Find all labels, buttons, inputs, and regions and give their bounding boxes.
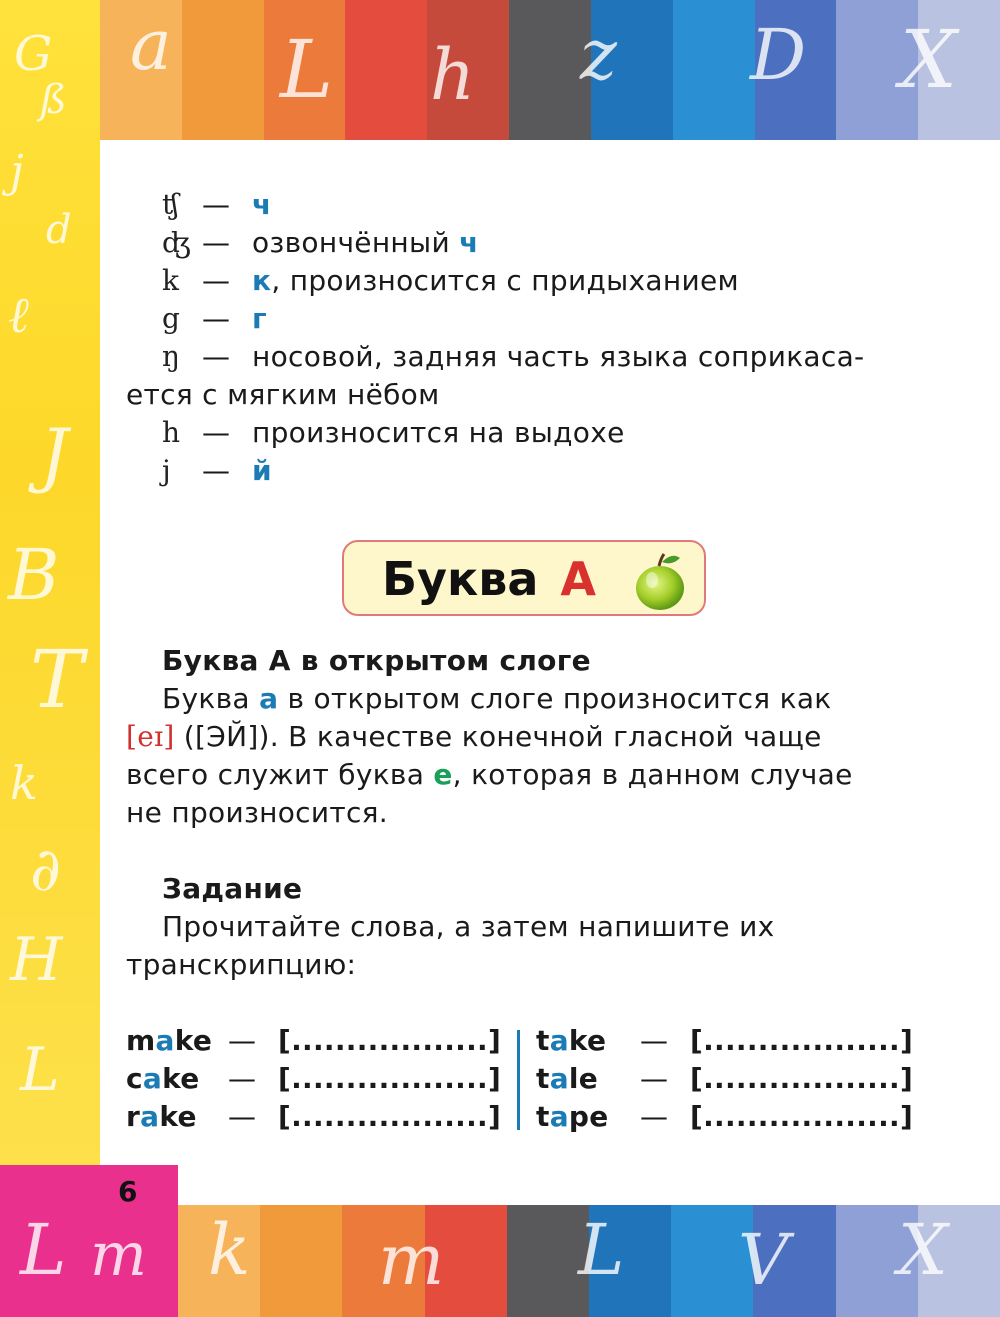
sound-description: ч bbox=[252, 188, 272, 221]
transcription-blank[interactable]: [..................] bbox=[690, 1062, 914, 1095]
heading-word: Буква bbox=[382, 552, 539, 606]
sound-description: произносится на выдохе bbox=[252, 416, 625, 449]
phonetic-symbol: h bbox=[162, 416, 181, 449]
section-heading bbox=[342, 540, 706, 616]
phonetic-symbol: ʤ bbox=[162, 226, 191, 259]
exercise-word: take bbox=[536, 1024, 607, 1057]
page-number: 6 bbox=[118, 1175, 138, 1208]
dash: — bbox=[202, 264, 231, 297]
apple-icon bbox=[628, 548, 692, 612]
section2-title: Задание bbox=[162, 872, 303, 905]
section1-line4: не произносится. bbox=[126, 796, 389, 829]
dash: — bbox=[202, 226, 231, 259]
dash: — bbox=[202, 302, 231, 335]
transcription-blank[interactable]: [..................] bbox=[278, 1062, 502, 1095]
phonetic-symbol: ŋ bbox=[162, 340, 181, 373]
phonetic-symbol: j bbox=[162, 454, 171, 487]
transcription-blank[interactable]: [..................] bbox=[690, 1024, 914, 1057]
sound-description: носовой, задняя часть языка соприкаса- bbox=[252, 340, 865, 373]
sound-description: озвончённый ч bbox=[252, 226, 479, 259]
sound-description: ется с мягким нёбом bbox=[126, 378, 440, 411]
sound-description: к, произносится с придыханием bbox=[252, 264, 739, 297]
exercise-word: tape bbox=[536, 1100, 609, 1133]
exercise-word: tale bbox=[536, 1062, 599, 1095]
exercise-word: cake bbox=[126, 1062, 200, 1095]
transcription-blank[interactable]: [..................] bbox=[278, 1100, 502, 1133]
section1-line3: всего служит буква е, которая в данном случае bbox=[126, 758, 853, 791]
dash: — bbox=[202, 188, 231, 221]
top-border-decoration: a L h z D X bbox=[100, 0, 1000, 140]
exercise-dash: — bbox=[640, 1024, 669, 1057]
exercise-dash: — bbox=[228, 1024, 257, 1057]
exercise-dash: — bbox=[228, 1062, 257, 1095]
transcription-blank[interactable]: [..................] bbox=[690, 1100, 914, 1133]
heading-letter: A bbox=[560, 552, 597, 606]
exercise-dash: — bbox=[228, 1100, 257, 1133]
page-corner-decoration: L m bbox=[0, 1165, 178, 1317]
section2-line2: транскрипцию: bbox=[126, 948, 357, 981]
sound-description: й bbox=[252, 454, 272, 487]
dash: — bbox=[202, 340, 231, 373]
exercise-word: make bbox=[126, 1024, 213, 1057]
section1-title: Буква А в открытом слоге bbox=[162, 644, 591, 677]
left-border-decoration: G ß j d ℓ J B T k ∂ H L bbox=[0, 0, 100, 1165]
phonetic-symbol: k bbox=[162, 264, 179, 297]
phonetic-symbol: g bbox=[162, 302, 180, 335]
section2-line1: Прочитайте слова, а затем напишите их bbox=[162, 910, 775, 943]
transcription-blank[interactable]: [..................] bbox=[278, 1024, 502, 1057]
exercise-divider bbox=[517, 1030, 520, 1130]
exercise-dash: — bbox=[640, 1100, 669, 1133]
section1-line1: Буква а в открытом слоге произносится как bbox=[162, 682, 832, 715]
section1-line2: [eɪ] ([ЭЙ]). В качестве конечной гласной чаще bbox=[126, 720, 822, 753]
phonetic-symbol: ʧ bbox=[162, 188, 179, 221]
dash: — bbox=[202, 454, 231, 487]
exercise-word: rake bbox=[126, 1100, 197, 1133]
bottom-border-decoration: k m L V X bbox=[178, 1205, 1000, 1317]
exercise-dash: — bbox=[640, 1062, 669, 1095]
dash: — bbox=[202, 416, 231, 449]
sound-description: г bbox=[252, 302, 267, 335]
